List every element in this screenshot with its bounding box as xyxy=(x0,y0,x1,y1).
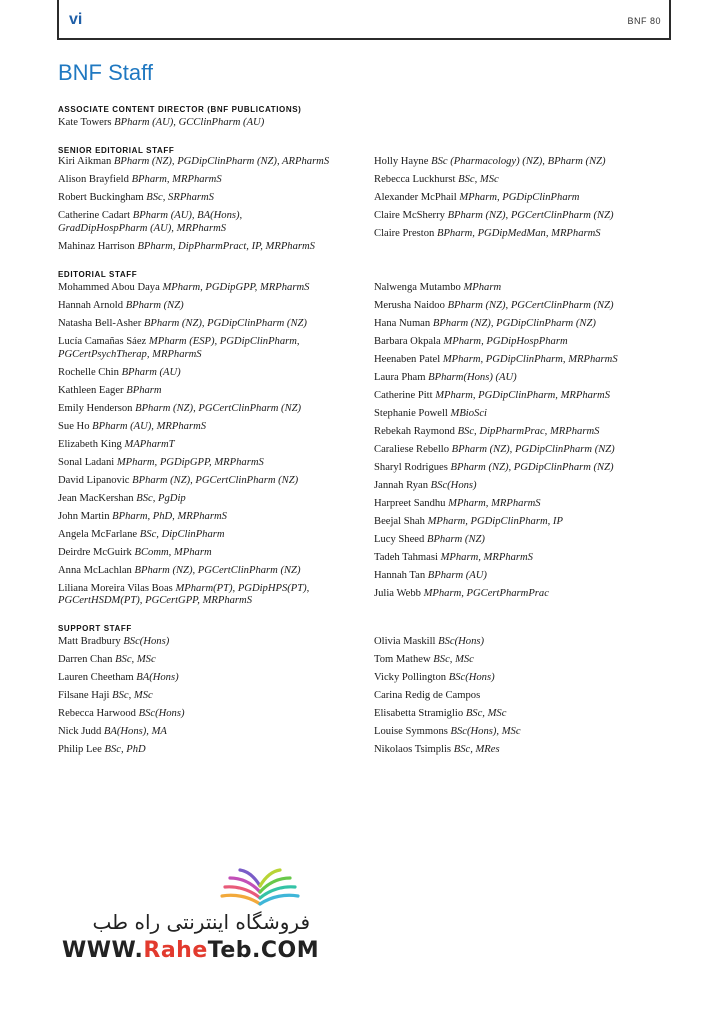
staff-name: Lucy Sheed xyxy=(374,534,425,545)
staff-qualifications: BComm, MPharm xyxy=(134,546,212,558)
staff-qualifications: BPharm (NZ), PGDipClinPharm (NZ) xyxy=(450,462,614,473)
staff-name: Deirdre McGuirk xyxy=(58,546,132,558)
staff-name: Stephanie Powell xyxy=(374,408,448,419)
staff-name: Barbara Okpala xyxy=(374,336,441,347)
staff-entry xyxy=(374,498,674,511)
watermark-url: WWW.RaheTeb.COM xyxy=(62,938,320,963)
staff-entry xyxy=(374,570,674,583)
staff-qualifications: PGCertPsychTherap, MRPharmS xyxy=(58,348,202,360)
staff-entry xyxy=(58,475,363,488)
staff-name: Alison Brayfield xyxy=(58,174,129,185)
staff-qualifications: BSc(Hons) xyxy=(438,636,485,647)
page-title: BNF Staff xyxy=(58,60,153,85)
staff-qualifications: BSc(Hons) xyxy=(448,672,495,683)
staff-name: John Martin xyxy=(58,510,110,522)
staff-name: Elizabeth King xyxy=(58,438,122,450)
staff-entry xyxy=(58,672,363,685)
staff-qualifications: BPharm (AU), BA(Hons), xyxy=(132,210,243,221)
staff-name: Anna McLachlan xyxy=(58,564,132,576)
staff-entry xyxy=(58,192,363,205)
staff-entry xyxy=(374,174,674,187)
page-header xyxy=(57,0,671,40)
watermark xyxy=(0,860,722,970)
page-number: vi xyxy=(69,11,83,28)
staff-name: Holly Hayne xyxy=(374,156,429,167)
staff-qualifications: BPharm, MRPharmS xyxy=(131,174,222,185)
staff-entry xyxy=(374,726,674,739)
staff-qualifications: BPharm, PhD, MRPharmS xyxy=(112,510,227,522)
staff-name: Mahinaz Harrison xyxy=(58,240,135,252)
staff-name: Sonal Ladani xyxy=(58,456,115,468)
staff-qualifications: BSc(Hons) xyxy=(138,708,185,719)
staff-qualifications: BSc, DipClinPharm xyxy=(139,528,225,540)
staff-qualifications: BPharm xyxy=(126,384,162,396)
staff-qualifications: BPharm (AU) xyxy=(427,570,487,581)
staff-qualifications: BPharm(Hons) (AU) xyxy=(428,372,517,383)
staff-name: Rebekah Raymond xyxy=(374,426,455,437)
staff-qualifications: BSc(Hons), MSc xyxy=(450,726,521,737)
staff-qualifications: BSc, MSc xyxy=(112,690,153,701)
staff-entry xyxy=(58,726,363,739)
staff-entry xyxy=(374,480,674,493)
staff-entry xyxy=(374,708,674,721)
staff-name: Louise Symmons xyxy=(374,726,448,737)
staff-qualifications: MPharm, PGDipHospPharm xyxy=(443,336,568,347)
staff-name: Caraliese Rebello xyxy=(374,444,450,455)
staff-name: Catherine Pitt xyxy=(374,390,433,401)
staff-name: Philip Lee xyxy=(58,744,102,755)
staff-qualifications: BSc (Pharmacology) (NZ), BPharm (NZ) xyxy=(431,156,606,167)
staff-qualifications: BSc, DipPharmPrac, MRPharmS xyxy=(457,426,600,437)
staff-entry xyxy=(374,354,674,367)
staff-entry xyxy=(58,421,363,434)
staff-entry xyxy=(58,565,363,578)
staff-entry xyxy=(374,210,674,223)
staff-entry xyxy=(58,547,363,560)
staff-qualifications: BSc, MSc xyxy=(433,654,474,665)
staff-qualifications: BSc, MRes xyxy=(453,744,500,755)
staff-qualifications: MPharm, MRPharmS xyxy=(448,498,541,509)
staff-entry xyxy=(58,117,363,130)
staff-entry xyxy=(374,282,674,295)
staff-entry xyxy=(58,174,363,187)
staff-entry xyxy=(58,595,363,608)
staff-entry xyxy=(58,529,363,542)
staff-name: Kathleen Eager xyxy=(58,384,124,396)
staff-entry xyxy=(374,426,674,439)
staff-qualifications: BPharm (NZ), PGCertClinPharm (NZ) xyxy=(447,300,614,311)
staff-name: Alexander McPhail xyxy=(374,192,457,203)
staff-name: Nalwenga Mutambo xyxy=(374,282,461,293)
staff-qualifications: MPharm, MRPharmS xyxy=(440,552,533,563)
staff-entry xyxy=(374,318,674,331)
staff-qualifications: GradDipHospPharm (AU), MRPharmS xyxy=(58,222,227,234)
staff-qualifications: BA(Hons), MA xyxy=(103,726,167,737)
staff-name: Natasha Bell-Asher xyxy=(58,318,142,329)
staff-entry xyxy=(374,690,674,703)
staff-name: Nick Judd xyxy=(58,726,102,737)
associate-heading: ASSOCIATE CONTENT DIRECTOR (BNF PUBLICATIONS) xyxy=(58,105,302,114)
staff-entry xyxy=(374,390,674,403)
staff-qualifications: BPharm (NZ), PGCertClinPharm (NZ) xyxy=(447,210,614,221)
staff-entry xyxy=(374,516,674,529)
staff-name: Sharyl Rodrigues xyxy=(374,462,448,473)
staff-name: Nikolaos Tsimplis xyxy=(374,744,452,755)
staff-entry xyxy=(58,403,363,416)
staff-entry xyxy=(58,511,363,524)
staff-name: Tadeh Tahmasi xyxy=(374,552,438,563)
staff-name: Elisabetta Stramiglio xyxy=(374,708,464,719)
staff-qualifications: BSc(Hons) xyxy=(430,480,477,491)
staff-entry xyxy=(374,552,674,565)
staff-entry xyxy=(58,708,363,721)
staff-entry xyxy=(58,241,363,254)
staff-qualifications: MAPharmT xyxy=(124,438,175,450)
staff-name: Rochelle Chin xyxy=(58,366,119,378)
staff-entry xyxy=(58,336,363,349)
staff-name: Filsane Haji xyxy=(58,690,110,701)
staff-name: Jannah Ryan xyxy=(374,480,429,491)
staff-qualifications: MBioSci xyxy=(450,408,487,419)
staff-qualifications: BA(Hons) xyxy=(136,672,179,683)
staff-qualifications: BSc, PgDip xyxy=(136,492,186,504)
staff-qualifications: BPharm (NZ) xyxy=(125,300,184,311)
staff-entry xyxy=(374,672,674,685)
staff-name: Sue Ho xyxy=(58,420,90,432)
staff-qualifications: BPharm (NZ), PGDipClinPharm (NZ) xyxy=(451,444,615,455)
staff-qualifications: MPharm(PT), PGDipHPS(PT), xyxy=(175,582,310,594)
staff-qualifications: BPharm (AU), MRPharmS xyxy=(92,420,207,432)
staff-name: Hannah Tan xyxy=(374,570,426,581)
staff-entry xyxy=(374,636,674,649)
staff-entry xyxy=(374,444,674,457)
staff-entry xyxy=(374,228,674,241)
staff-entry xyxy=(374,462,674,475)
staff-qualifications: MPharm, PGDipClinPharm, IP xyxy=(427,516,563,527)
staff-name: Matt Bradbury xyxy=(58,636,121,647)
staff-entry xyxy=(58,300,363,313)
staff-qualifications: MPharm xyxy=(463,282,502,293)
staff-entry xyxy=(58,156,363,169)
staff-name: Kiri Aikman xyxy=(58,156,112,167)
staff-qualifications: MPharm (ESP), PGDipClinPharm, xyxy=(148,336,300,347)
staff-name: Rebecca Harwood xyxy=(58,708,136,719)
staff-entry xyxy=(58,439,363,452)
staff-qualifications: BSc, MSc xyxy=(458,174,499,185)
staff-entry xyxy=(374,588,674,601)
staff-name: Olivia Maskill xyxy=(374,636,436,647)
staff-entry xyxy=(58,690,363,703)
staff-qualifications: MPharm, PGDipGPP, MRPharmS xyxy=(116,456,264,468)
staff-name: Emily Henderson xyxy=(58,402,133,414)
staff-entry xyxy=(58,493,363,506)
staff-entry xyxy=(58,385,363,398)
staff-entry xyxy=(58,223,363,236)
staff-name: Angela McFarlane xyxy=(58,528,138,540)
senior-heading: SENIOR EDITORIAL STAFF xyxy=(58,146,175,155)
staff-name: Vicky Pollington xyxy=(374,672,447,683)
staff-qualifications: BPharm (NZ), PGCertClinPharm (NZ) xyxy=(135,402,302,414)
staff-name: Kate Towers xyxy=(58,117,112,128)
staff-entry xyxy=(58,318,363,331)
staff-name: Robert Buckingham xyxy=(58,192,144,203)
staff-qualifications: BSc(Hons) xyxy=(123,636,170,647)
staff-name: Jean MacKershan xyxy=(58,492,134,504)
staff-qualifications: BPharm (NZ), PGCertClinPharm (NZ) xyxy=(132,474,299,486)
staff-entry xyxy=(58,583,363,596)
staff-entry xyxy=(58,654,363,667)
staff-entry xyxy=(374,654,674,667)
staff-name: Tom Mathew xyxy=(374,654,431,665)
staff-entry xyxy=(374,336,674,349)
staff-name: Mohammed Abou Daya xyxy=(58,282,160,293)
staff-name: Rebecca Luckhurst xyxy=(374,174,456,185)
staff-name: Carina Redig de Campos xyxy=(374,690,481,701)
staff-entry xyxy=(58,210,363,223)
staff-qualifications: BPharm (NZ), PGDipClinPharm (NZ) xyxy=(143,318,307,329)
staff-name: Claire McSherry xyxy=(374,210,445,221)
support-heading: SUPPORT STAFF xyxy=(58,624,132,633)
staff-entry xyxy=(374,300,674,313)
book-logo-icon xyxy=(214,860,306,908)
staff-name: Lucía Camañas Sáez xyxy=(58,336,147,347)
staff-qualifications: MPharm, PGDipClinPharm, MRPharmS xyxy=(435,390,611,401)
editorial-heading: EDITORIAL STAFF xyxy=(58,270,138,279)
watermark-persian-text: فروشگاه اینترنتی راه طب xyxy=(92,910,310,934)
staff-qualifications: BSc, MSc xyxy=(465,708,507,719)
staff-qualifications: BPharm, DipPharmPract, IP, MRPharmS xyxy=(137,240,315,252)
staff-name: Liliana Moreira Vilas Boas xyxy=(58,582,173,594)
staff-name: Harpreet Sandhu xyxy=(374,498,446,509)
staff-entry xyxy=(58,744,363,757)
staff-name: Laura Pham xyxy=(374,372,426,383)
staff-entry xyxy=(374,408,674,421)
staff-name: Lauren Cheetham xyxy=(58,672,134,683)
staff-entry xyxy=(374,156,674,169)
staff-qualifications: BPharm (AU) xyxy=(121,366,181,378)
staff-entry xyxy=(374,372,674,385)
staff-name: Claire Preston xyxy=(374,228,435,239)
staff-entry xyxy=(58,636,363,649)
staff-qualifications: BSc, MSc xyxy=(115,654,156,665)
staff-entry xyxy=(374,192,674,205)
staff-name: Hana Numan xyxy=(374,318,431,329)
staff-name: Heenaben Patel xyxy=(374,354,441,365)
staff-qualifications: MPharm, PGCertPharmPrac xyxy=(423,588,549,599)
staff-qualifications: BPharm (NZ), PGCertClinPharm (NZ) xyxy=(134,564,301,576)
staff-name: Beejal Shah xyxy=(374,516,425,527)
staff-name: Julia Webb xyxy=(374,588,421,599)
staff-entry xyxy=(374,744,674,757)
staff-name: Darren Chan xyxy=(58,654,113,665)
staff-entry xyxy=(374,534,674,547)
staff-qualifications: BPharm (NZ), PGDipClinPharm (NZ), ARPharmS xyxy=(113,156,330,167)
staff-entry xyxy=(58,282,363,295)
staff-name: Hannah Arnold xyxy=(58,300,124,311)
staff-name: David Lipanovic xyxy=(58,474,130,486)
staff-name: Merusha Naidoo xyxy=(374,300,445,311)
staff-qualifications: BPharm (NZ), PGDipClinPharm (NZ) xyxy=(432,318,596,329)
staff-entry xyxy=(58,349,363,362)
staff-qualifications: PGCertHSDM(PT), PGCertGPP, MRPharmS xyxy=(58,595,253,606)
staff-qualifications: BPharm, PGDipMedMan, MRPharmS xyxy=(436,228,601,239)
staff-entry xyxy=(58,457,363,470)
staff-qualifications: BPharm (AU), GCClinPharm (AU) xyxy=(114,117,265,128)
staff-qualifications: MPharm, PGDipGPP, MRPharmS xyxy=(162,282,310,293)
staff-qualifications: BSc, SRPharmS xyxy=(146,192,214,203)
staff-qualifications: BSc, PhD xyxy=(104,744,146,755)
staff-qualifications: BPharm (NZ) xyxy=(426,534,485,545)
staff-qualifications: MPharm, PGDipClinPharm, MRPharmS xyxy=(442,354,618,365)
running-head: BNF 80 xyxy=(627,16,661,26)
staff-qualifications: MPharm, PGDipClinPharm xyxy=(459,192,580,203)
staff-entry xyxy=(58,367,363,380)
staff-name: Catherine Cadart xyxy=(58,210,131,221)
